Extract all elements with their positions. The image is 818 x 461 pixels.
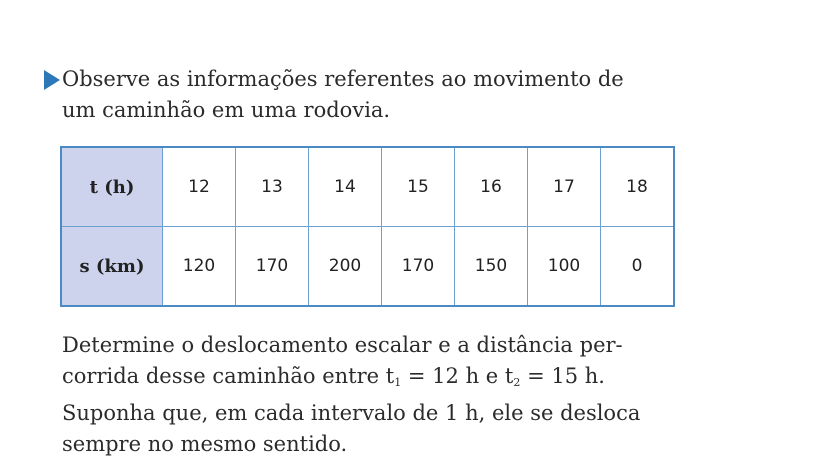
row-header-position: s (km) [61, 227, 163, 307]
table-cell: 17 [528, 147, 601, 227]
time-expression-t1 [386, 364, 479, 388]
value: = 12 h [407, 364, 480, 388]
table-cell: 150 [455, 227, 528, 307]
word: e [485, 364, 499, 388]
table-cell: 14 [309, 147, 382, 227]
table-cell: 100 [528, 227, 601, 307]
word: deslocamento [200, 333, 349, 357]
intro-text [62, 64, 682, 126]
variable-t: t [504, 364, 514, 388]
table-cell: 120 [163, 227, 236, 307]
table-cell: 170 [236, 227, 309, 307]
value: = 15 h. [527, 364, 605, 388]
question-line-4: sempre no mesmo sentido. [62, 432, 348, 456]
subscript: 2 [513, 376, 521, 389]
question-line-3: Suponha que, em cada intervalo de 1 h, ele se desloca [62, 401, 641, 425]
table-cell: 13 [236, 147, 309, 227]
word: per- [579, 333, 623, 357]
word: distância [476, 333, 573, 357]
table-cell: 200 [309, 227, 382, 307]
table-cell: 16 [455, 147, 528, 227]
word: caminhão [212, 364, 316, 388]
table-row-position [61, 227, 674, 307]
table-cell: 15 [382, 147, 455, 227]
word: a [457, 333, 470, 357]
time-expression-t2 [505, 364, 605, 388]
question-text [62, 330, 682, 460]
word: Determine [62, 333, 175, 357]
bullet-triangle-icon [44, 70, 60, 90]
table-cell: 0 [601, 227, 675, 307]
variable-t: t [385, 364, 395, 388]
table-cell: 18 [601, 147, 675, 227]
motion-data-table [60, 146, 675, 307]
row-header-time: t (h) [61, 147, 163, 227]
table-row-time [61, 147, 674, 227]
question-line-1 [62, 330, 682, 361]
question-line-2 [62, 361, 682, 398]
word: o [181, 333, 195, 357]
word: e [438, 333, 451, 357]
word: corrida [62, 364, 140, 388]
table-cell: 12 [163, 147, 236, 227]
intro-line-1: Observe as informações referentes ao movimento de [62, 67, 624, 91]
word: desse [145, 364, 206, 388]
table-cell: 170 [382, 227, 455, 307]
word: entre [322, 364, 380, 388]
intro-line-2: um caminhão em uma rodovia. [62, 98, 391, 122]
subscript: 1 [394, 376, 402, 389]
word: escalar [354, 333, 432, 357]
